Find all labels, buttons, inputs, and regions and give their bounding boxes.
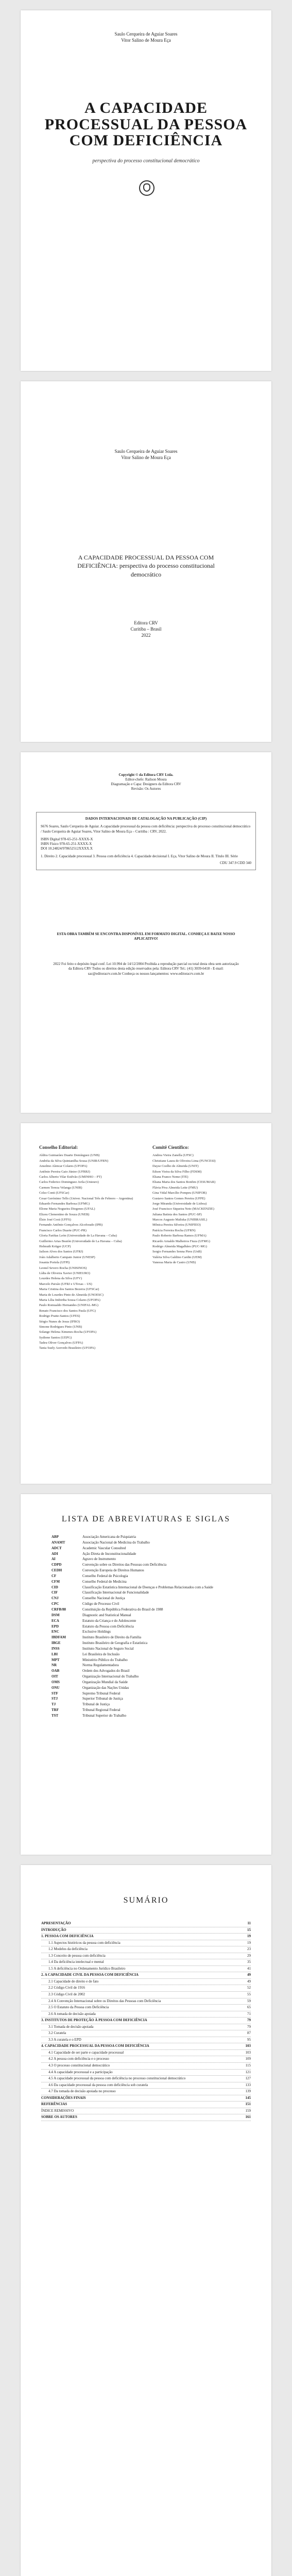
- summary-entry-title: ÍNDICE REMISSIVO: [41, 2108, 74, 2113]
- abbreviation-row: [51, 1685, 241, 1691]
- summary-entry-title: 4. CAPACIDADE PROCESSUAL DA PESSOA COM DEFICIÊNCIA: [41, 2044, 149, 2048]
- scientific-committee-member: Flávia Piva Almeida Leite (FMU): [152, 1185, 198, 1190]
- abbreviation-code: ECA: [51, 1618, 59, 1623]
- summary-entry-page: 59: [247, 1998, 251, 2003]
- abbreviation-meaning: Convenção Europeia de Direitos Humanos: [82, 1568, 144, 1573]
- summary-entry-title: 3.3 A curatela e o EPD: [48, 2037, 81, 2042]
- scientific-committee: [152, 1144, 255, 1266]
- summary-entry[interactable]: [41, 1934, 251, 1940]
- scientific-committee-member: Rodrigo Almeida Magalhães (PUC-MG): [152, 1245, 207, 1249]
- abbreviation-row: [51, 1534, 241, 1540]
- scientific-committee-member: Gustavo Santos Gomes Pereira (UFPE): [152, 1196, 205, 1200]
- summary-entry[interactable]: [41, 2082, 251, 2089]
- doi-line: DOI 10.24824/978652512XXXX.X: [41, 846, 93, 851]
- editorial-council-member: Paulo Romualdo Hernandes (UNIFAL-MG): [39, 1303, 98, 1308]
- editorial-council-member: Antônio Pereira Gaio Júnior (UFRRJ): [39, 1170, 90, 1174]
- scientific-committee-member: Vanessa Maria de Castro (UNB): [152, 1261, 196, 1265]
- summary-entry[interactable]: [41, 1979, 251, 1986]
- scientific-committee-member: Edson Vieira da Silva Filho (FDSM): [152, 1170, 202, 1174]
- scientific-committee-title: Comitê Científico:: [152, 1145, 189, 1150]
- editorial-council-member: Tadeu Oliver Gonçalves (UFPA): [39, 1341, 83, 1345]
- abbreviation-row: [51, 1629, 241, 1635]
- editorial-council-member: Carlos Alberto Vilar Estêvão (UMINHO – PT): [39, 1175, 102, 1179]
- editorial-council-member: Carlos Federico Dominguez Avila (Unieuro): [39, 1180, 99, 1184]
- abbreviation-row: [51, 1562, 241, 1568]
- editorial-council-member: Leonel Severo Rocha (UNISINOS): [39, 1266, 87, 1270]
- summary-entry-title: 1. PESSOA COM DEFICIÊNCIA: [41, 1934, 94, 1939]
- scientific-committee-member: Marcos Augusto Maliska (UNIBRASIL): [152, 1218, 207, 1222]
- summary-entry-page: 161: [245, 2115, 251, 2120]
- summary-entry-title: 4.3 O processo constitucional democrático: [48, 2063, 110, 2068]
- summary-entry-title: SOBRE OS AUTORES: [41, 2115, 77, 2120]
- abbreviation-code: AI: [51, 1557, 56, 1562]
- summary-entry[interactable]: [41, 2114, 251, 2121]
- summary-entry-page: 19: [247, 1934, 251, 1939]
- summary-entry-page: 79: [247, 2018, 251, 2023]
- summary-entry[interactable]: [41, 2070, 251, 2076]
- cover-page: [21, 10, 271, 371]
- scientific-committee-member: Mônica Pereira Silveira (UNIFIEO): [152, 1223, 201, 1227]
- scientific-committee-member: Sergio Fernandes Senna Pires (UnB): [152, 1250, 202, 1254]
- abbreviation-meaning: Instituto Nacional de Seguro Social: [82, 1646, 134, 1651]
- cip-text: S676 Soares, Saulo Cerqueira de Aguiar. A capacidade processual da pessoa com deficiência: perspectiva do processo constitucional democrático / Saulo Cerqueira de Aguiar Soares, Vitor Salino de Moura Eça – Curitiba : CRV, 2022.: [41, 824, 251, 834]
- title-page-place: Curitiba – Brasil: [130, 626, 162, 632]
- title-page-author-2: Vitor Salino de Moura Eça: [121, 455, 171, 461]
- summary-entry-title: 4.5 A capacidade processual da pessoa com deficiência no processo constitucional democrático: [48, 2076, 186, 2081]
- editorial-council-list: [39, 1153, 142, 1351]
- abbreviation-meaning: Ação Direta de Inconstitucionalidade: [82, 1551, 136, 1556]
- summary-entry[interactable]: [41, 2005, 251, 2011]
- abbreviation-code: CRFB/88: [51, 1607, 66, 1612]
- summary-entry[interactable]: [41, 2024, 251, 2031]
- summary-entry-title: 4.4 A capacidade processual e a participação: [48, 2070, 113, 2074]
- scientific-committee-member: Dayse Coelho de Almeida (UNIT): [152, 1164, 199, 1168]
- abbreviation-meaning: Tribunal Superior do Trabalho: [82, 1714, 127, 1718]
- credit-line-3: Revisão: Os Autores: [131, 787, 161, 791]
- abbreviation-row: [51, 1713, 241, 1719]
- scientific-committee-member: Andrea Vieira Zanella (UFSC): [152, 1154, 194, 1158]
- summary-entry[interactable]: [41, 1927, 251, 1934]
- abbreviation-row: [51, 1601, 241, 1607]
- scientific-committee-member: Paulo Roberto Barbosa Ramos (UFMA): [152, 1234, 207, 1238]
- abbreviation-row: [51, 1624, 241, 1630]
- abbreviation-meaning: Instituto Brasileiro de Direito da Família: [82, 1635, 142, 1640]
- summary-entry-title: 1.5 A deficiência no Ordenamento Jurídico Brasileiro: [48, 1966, 126, 1971]
- summary-entry[interactable]: [41, 2011, 251, 2018]
- scientific-committee-member: Eliana Franco Neme (ITE): [152, 1175, 188, 1179]
- title-page-author-1: Saulo Cerqueira de Aguiar Soares: [114, 449, 178, 454]
- summary-entry-title: 1.3 Conceito de pessoa com deficiência: [48, 1953, 106, 1958]
- summary-entry-title: 4.1 Capacidade de ser parte e capacidade processual: [48, 2050, 124, 2055]
- summary-entry-page: 109: [245, 2057, 251, 2061]
- abbreviation-meaning: Norma Regulamentadora: [82, 1663, 119, 1668]
- abbreviation-code: CIF: [51, 1590, 58, 1595]
- editorial-council-member: Eduardo Fernandes Barbosa (UFMG): [39, 1201, 90, 1206]
- summary-entry-page: 23: [247, 1947, 251, 1952]
- editorial-council-member: Elizeu Clementino de Souza (UNEB): [39, 1212, 90, 1216]
- abbreviation-row: [51, 1635, 241, 1640]
- summary-entry[interactable]: [41, 1972, 251, 1979]
- abbreviation-code: TJ: [51, 1702, 56, 1707]
- summary-entry[interactable]: [41, 1940, 251, 1947]
- credit-line-2: Diagramação e Capa: Designers da Editora CRV: [111, 782, 181, 787]
- summary-list: [41, 1921, 251, 2121]
- summary-entry-title: INTRODUÇÃO: [41, 1927, 66, 1932]
- cover-author-2: Vitor Salino de Moura Eça: [121, 38, 171, 43]
- abbreviation-row: [51, 1585, 241, 1590]
- summary-entry-title: 2.3 Código Civil de 2002: [48, 1992, 85, 1997]
- editorial-council-member: Marcelo Paixão (UFRJ e UTexas – US): [39, 1282, 92, 1286]
- summary-title: SUMÁRIO: [123, 1896, 169, 1905]
- summary-entry-page: 103: [245, 2050, 251, 2055]
- editorial-council-member: João Adalberto Campato Junior (UNESP): [39, 1255, 95, 1259]
- abbreviation-meaning: Tribunal de Justiça: [82, 1702, 110, 1707]
- abbreviation-row: [51, 1568, 241, 1573]
- summary-entry[interactable]: [41, 1946, 251, 1953]
- editorial-council-member: Gloria Fariñas León (Universidade de La Havana – Cuba): [39, 1234, 117, 1238]
- abbreviation-code: TST: [51, 1714, 59, 1718]
- abbreviation-code: CEDH: [51, 1568, 62, 1573]
- scientific-committee-member: Eliana Maria dos Santos Bonfim (CESUMAR): [152, 1180, 216, 1184]
- editorial-council-member: Andréia da Silva Quintanilha Sousa (UNIR/UFRN): [39, 1159, 109, 1163]
- summary-entry-title: 3. INSTITUTOS DE PROTEÇÃO À PESSOA COM DEFICIÊNCIA: [41, 2018, 147, 2023]
- index-line: 1. Direito 2. Capacidade processual 3. Pessoa com deficiência 4. Capacidade decisional I. Eça, Vitor Salino de Moura II. Título III. Série: [41, 854, 238, 858]
- abbreviation-code: CDPD: [51, 1563, 62, 1567]
- abbreviation-meaning: Supremo Tribunal Federal: [82, 1691, 121, 1696]
- abbreviation-row: [51, 1613, 241, 1618]
- summary-entry-page: 71: [247, 2011, 251, 2016]
- abbreviation-row: [51, 1579, 241, 1585]
- editorial-council-member: Guillermo Arias Beatón (Universidade de La Havana – Cuba): [39, 1239, 122, 1243]
- abbreviation-code: ABP: [51, 1535, 59, 1539]
- editorial-council-member: Solange Helena Ximenes-Rocha (UFOPA): [39, 1330, 97, 1334]
- summary-entry-title: 2.4 A Convenção Internacional sobre os Direitos das Pessoas com Deficiência: [48, 1998, 161, 2003]
- summary-entry-page: 41: [247, 1966, 251, 1971]
- summary-entry-page: 139: [245, 2089, 251, 2094]
- legal-deposit-text: 2022 Foi feito o depósito legal conf. Lei 10.994 de 14/12/2004 Proibida a reprodução parcial ou total desta obra sem autorização da Editora CRV Todos os direitos desta edição reservados pela: Editora CRV Tel.: (41) 3039-6418 - E-mail: sac@editoracrv.com.br Conheça os nossos lançamentos: www.editoracrv.com.br: [53, 962, 239, 976]
- abbreviation-code: IBGE: [51, 1641, 61, 1646]
- abbreviation-row: [51, 1590, 241, 1596]
- isbn-1: ISBN Digital 978-65-251-XXXX-X: [41, 837, 93, 841]
- abbreviation-code: TRF: [51, 1708, 59, 1713]
- title-page-imprint: [21, 620, 271, 638]
- abbreviation-row: [51, 1680, 241, 1685]
- abbreviation-code: STJ: [51, 1697, 58, 1701]
- editorial-council-member: Maria de Lourdes Pinto de Almeida (UNOESC): [39, 1293, 104, 1297]
- editorial-council-member: Sydione Santos (UEPG): [39, 1335, 72, 1340]
- abbreviation-code: CF: [51, 1573, 57, 1578]
- abbreviation-code: OAB: [51, 1669, 60, 1673]
- summary-entry[interactable]: [41, 1985, 251, 1992]
- scientific-committee-list: [152, 1153, 255, 1265]
- editorial-council-member: Elione Maria Nogueira Diogenes (UFAL): [39, 1207, 95, 1211]
- abbreviation-row: [51, 1691, 241, 1697]
- cover-authors: [21, 31, 271, 43]
- summary-entry-title: 2.1 Capacidade de direito e de fato: [48, 1979, 99, 1984]
- summary-entry-title: 2.2 Código Civil de 1916: [48, 1986, 85, 1990]
- editorial-council-member: Jailson Alves dos Santos (UFRJ): [39, 1250, 83, 1254]
- abbreviation-code: EPD: [51, 1624, 59, 1629]
- abbreviation-row: [51, 1640, 241, 1646]
- copyright-line: Copyright © da Editora CRV Ltda.: [118, 773, 174, 777]
- abbreviation-meaning: Convenção sobre os Direitos das Pessoas com Deficiência: [82, 1563, 167, 1567]
- summary-entry-page: 159: [245, 2108, 251, 2113]
- summary-entry-title: 4.7 Da tomada de decisão apoiada no processo: [48, 2089, 116, 2094]
- summary-entry[interactable]: [41, 2056, 251, 2063]
- title-page-publisher: Editora CRV: [134, 620, 158, 625]
- summary-entry-title: REFERÊNCIAS: [41, 2102, 67, 2107]
- summary-entry-page: 11: [247, 1921, 251, 1925]
- editorial-council-member: Celso Conti (UFSCar): [39, 1191, 70, 1195]
- summary-entry-title: APRESENTAÇÃO: [41, 1921, 71, 1925]
- editorial-council-member: Rodrigo Pratte-Santos (UFES): [39, 1314, 80, 1318]
- title-page-title: A CAPACIDADE PROCESSUAL DA PESSOA COM DEFICIÊNCIA: perspectiva do processo constitucional democrático: [77, 554, 215, 578]
- abbreviations-page: [21, 1494, 271, 1855]
- abbreviation-meaning: Classificação Estatística Internacional de Doenças e Problemas Relacionados com a Saúde: [82, 1585, 213, 1589]
- editorial-council-member: Carmen Tereza Velanga (UNIR): [39, 1185, 82, 1190]
- scientific-committee-member: Jorge Miranda (Universidade de Lisboa): [152, 1201, 207, 1206]
- abbreviation-row: [51, 1546, 241, 1551]
- abbreviation-code: INSS: [51, 1646, 60, 1651]
- editorial-council-member: Maria Lília Imbiriba Sousa Colares (UFOPA): [39, 1298, 100, 1302]
- summary-entry-title: 2.6 A tomada de decisão apoiada: [48, 2011, 96, 2016]
- editorial-council-member: Aldira Guimarães Duarte Domínguez (UNB): [39, 1154, 100, 1158]
- isbn-2: ISBN Físico 978-65-251-XXXX-X: [41, 841, 92, 846]
- summary-page: [21, 1865, 271, 2576]
- abbreviation-row: [51, 1607, 241, 1613]
- editorial-council-member: Francisco Carlos Duarte (PUC-PR): [39, 1228, 87, 1232]
- scientific-committee-member: José Francisco Siqueira Neto (MACKENZIE): [152, 1207, 214, 1211]
- publisher-logo-icon: [139, 180, 154, 196]
- summary-entry-title: 1.1 Aspectos históricos da pessoa com deficiência: [48, 1940, 121, 1945]
- cover-title: A CAPACIDADE PROCESSUAL DA PESSOA COM DEFICIÊNCIA: [44, 99, 248, 149]
- editorial-council-member: Lídia de Oliveira Xavier (UNIEURO): [39, 1271, 90, 1275]
- summary-entry-page: 79: [247, 2024, 251, 2029]
- summary-entry[interactable]: [41, 1953, 251, 1960]
- imprint-page: [21, 752, 271, 1113]
- abbreviation-meaning: Ministério Público do Trabalho: [82, 1657, 128, 1662]
- editorial-council-member: Anselmo Alencar Colares (UFOPA): [39, 1164, 88, 1168]
- abbreviation-row: [51, 1702, 241, 1707]
- abbreviation-code: DSM: [51, 1613, 60, 1617]
- editorial-council-title: Conselho Editorial:: [39, 1145, 78, 1150]
- summary-entry[interactable]: [41, 1959, 251, 1966]
- abbreviation-meaning: Instituto Brasileiro de Geografia e Estatística: [82, 1641, 148, 1646]
- scientific-committee-member: Juliana Batista dos Santos (PUC-SP): [152, 1212, 202, 1216]
- cover-author-1: Saulo Cerqueira de Aguiar Soares: [114, 31, 178, 37]
- cip-title: DADOS INTERNACIONAIS DE CATALOGAÇÃO NA PUBLICAÇÃO (CIP): [85, 817, 207, 821]
- summary-entry-title: 1.4 Da deficiência intelectual e mental: [48, 1960, 104, 1964]
- abbreviation-code: ADCT: [51, 1546, 62, 1550]
- summary-entry-page: 121: [245, 2070, 251, 2074]
- editorial-council-member: Simone Rodrigues Pinto (UNB): [39, 1325, 82, 1329]
- abbreviation-meaning: Diagnostic and Statistical Manual: [82, 1613, 131, 1617]
- summary-entry-page: 127: [245, 2076, 251, 2081]
- summary-entry[interactable]: [41, 2076, 251, 2082]
- abbreviation-row: [51, 1596, 241, 1601]
- summary-entry-page: 151: [245, 2102, 251, 2107]
- cover-subtitle: perspectiva do processo constitucional democrático: [92, 158, 200, 164]
- abbreviation-code: ONU: [51, 1685, 60, 1690]
- abbreviation-meaning: Superior Tribunal de Justiça: [82, 1697, 123, 1701]
- editorial-council: [39, 1144, 142, 1351]
- summary-entry-title: 3.1 Tomada de decisão apoiada: [48, 2024, 94, 2029]
- abbreviations-list: [51, 1534, 241, 1719]
- abbreviation-row: [51, 1540, 241, 1546]
- summary-entry-page: 19: [247, 1940, 251, 1945]
- summary-entry[interactable]: [41, 2063, 251, 2070]
- abbreviation-code: CNJ: [51, 1596, 59, 1601]
- abbreviation-meaning: Conselho Federal de Psicologia: [82, 1573, 128, 1578]
- abbreviation-code: IBDFAM: [51, 1635, 66, 1640]
- abbreviation-row: [51, 1696, 241, 1702]
- abbreviation-meaning: Academic Vascular Consulted: [82, 1546, 126, 1550]
- abbreviation-row: [51, 1618, 241, 1624]
- abbreviation-meaning: Lei Brasileira de Inclusão: [82, 1652, 120, 1656]
- editorial-council-member: Renato Francisco dos Santos Paula (UFG): [39, 1309, 96, 1313]
- abbreviation-code: LBI: [51, 1652, 58, 1656]
- summary-entry[interactable]: [41, 2018, 251, 2024]
- summary-entry-page: 49: [247, 1973, 251, 1977]
- title-page-authors: [21, 448, 271, 461]
- title-page: [21, 381, 271, 742]
- editorial-council-member: Sérgio Nunes de Jesus (IFRO): [39, 1319, 80, 1324]
- summary-entry[interactable]: [41, 2037, 251, 2044]
- summary-entry[interactable]: [41, 2050, 251, 2057]
- summary-entry-page: 103: [245, 2044, 251, 2048]
- summary-entry-page: 65: [247, 2005, 251, 2010]
- summary-entry-title: 4.6 Da capacidade processual da pessoa com deficiência sob curatela: [48, 2082, 148, 2087]
- summary-entry-title: CONSIDERAÇÕES FINAIS: [41, 2095, 86, 2100]
- summary-entry-title: 4.2 A pessoa com deficiência e o processo: [48, 2057, 109, 2061]
- scientific-committee-member: Ricardo Arnaldo Malheiros Fiuza (UFMG): [152, 1239, 210, 1243]
- summary-entry-page: 55: [247, 1992, 251, 1997]
- summary-entry-page: 49: [247, 1979, 251, 1984]
- abbreviation-meaning: Ordem dos Advogados do Brasil: [82, 1669, 130, 1673]
- summary-entry[interactable]: [41, 2102, 251, 2108]
- abbreviation-meaning: Associação Nacional de Medicina do Trabalho: [82, 1540, 150, 1545]
- editorial-council-member: Helmuth Krüger (UCP): [39, 1245, 71, 1249]
- abbreviation-row: [51, 1646, 241, 1652]
- summary-entry[interactable]: [41, 2108, 251, 2115]
- summary-entry[interactable]: [41, 1966, 251, 1973]
- summary-entry-title: 2. A CAPACIDADE CIVIL DA PESSOA COM DEFICIÊNCIA: [41, 1973, 139, 1977]
- abbreviation-meaning: Organização Internacional do Trabalho: [82, 1674, 139, 1679]
- scientific-committee-member: Valéria Silva Galdino Cardin (UEM): [152, 1255, 202, 1259]
- abbreviation-code: NR: [51, 1663, 57, 1668]
- abbreviation-code: OMS: [51, 1680, 60, 1684]
- summary-entry-title: 2.5 O Estatuto da Pessoa com Deficiência: [48, 2005, 109, 2010]
- abbreviation-meaning: Classificação Internacional de Funcionalidade: [82, 1590, 149, 1595]
- summary-entry-page: 133: [245, 2082, 251, 2087]
- abbreviation-meaning: Conselho Federal de Medicina: [82, 1579, 127, 1584]
- abbreviation-meaning: Agravo de Instrumento: [82, 1557, 116, 1562]
- abbreviation-row: [51, 1556, 241, 1562]
- summary-entry-page: 15: [247, 1927, 251, 1932]
- scientific-committee-member: Christiane Laura de Oliveira Lima (FUNCESI): [152, 1159, 216, 1163]
- summary-entry[interactable]: [41, 2043, 251, 2050]
- abbreviation-code: STF: [51, 1691, 58, 1696]
- abbreviation-code: CPC: [51, 1602, 59, 1606]
- abbreviation-meaning: Organização Mundial da Saúde: [82, 1680, 128, 1684]
- digital-format-note: ESTA OBRA TAMBÉM SE ENCONTRA DISPONÍVEL EM FORMATO DIGITAL. CONHEÇA E BAIXE NOSSO APLICATIVO!: [57, 932, 235, 941]
- abbreviation-row: [51, 1663, 241, 1668]
- credit-line-1: Editor-chefe: Railson Moura: [125, 777, 167, 782]
- summary-entry-title: 3.2 Curatela: [48, 2031, 66, 2036]
- scientific-committee-member: Gina Vidal Marcílio Pompeu (UNIFOR): [152, 1191, 207, 1195]
- cip-footer: CDU 347.9 CDD 340: [219, 861, 251, 866]
- abbreviations-title: LISTA DE ABREVIATURAS E SIGLAS: [61, 1515, 231, 1523]
- abbreviation-code: OIT: [51, 1674, 58, 1679]
- editorial-council-member: Fernando Antônio Gonçalves Alcoforado (IPB): [39, 1223, 103, 1227]
- abbreviation-code: CFM: [51, 1579, 60, 1584]
- abbreviation-meaning: Organização das Nações Unidas: [82, 1685, 129, 1690]
- summary-entry-page: 52: [247, 1986, 251, 1990]
- summary-entry-page: 29: [247, 1953, 251, 1958]
- abbreviation-meaning: Constituição da República Federativa do Brasil de 1988: [82, 1607, 163, 1612]
- abbreviation-row: [51, 1668, 241, 1674]
- abbreviation-row: [51, 1674, 241, 1680]
- abbreviation-code: ANAMT: [51, 1540, 65, 1545]
- editorial-council-member: Josania Portela (UFPI): [39, 1261, 70, 1265]
- summary-entry-page: 87: [247, 2031, 251, 2036]
- summary-entry[interactable]: [41, 2030, 251, 2037]
- editorial-council-member: Maria Cristina dos Santos Bezerra (UFSCar): [39, 1287, 99, 1292]
- abbreviation-code: MPT: [51, 1657, 60, 1662]
- abbreviation-row: [51, 1652, 241, 1657]
- abbreviation-row: [51, 1551, 241, 1557]
- summary-entry-title: 1.2 Modelos da deficiência: [48, 1947, 88, 1952]
- editorial-council-member: Tania Suely Azevedo Brasileiro (UFOPA): [39, 1346, 96, 1350]
- abbreviation-meaning: Exclusive Holdings: [82, 1630, 111, 1634]
- abbreviation-code: CID: [51, 1585, 58, 1589]
- summary-entry-page: 145: [245, 2095, 251, 2100]
- abbreviation-meaning: Estatuto da Criança e do Adolescente: [82, 1618, 136, 1623]
- summary-entry[interactable]: [41, 1992, 251, 1998]
- abbreviation-code: ADI: [51, 1551, 58, 1556]
- summary-entry-page: 95: [247, 2037, 251, 2042]
- editorial-council-member: Cesar Gerónimo Tello (Univer. Nacional Três de Febrero – Argentina): [39, 1196, 133, 1200]
- summary-entry[interactable]: [41, 1998, 251, 2005]
- councils-page: [21, 1123, 271, 1484]
- editorial-council-member: Élsio José Corá (UFFS): [39, 1218, 71, 1222]
- abbreviation-meaning: Tribunal Regional Federal: [82, 1708, 121, 1713]
- imprint-credits: [21, 773, 271, 791]
- abbreviation-meaning: Código de Processo Civil: [82, 1602, 119, 1606]
- abbreviation-code: ENC: [51, 1630, 59, 1634]
- summary-entry[interactable]: [41, 1921, 251, 1927]
- summary-entry[interactable]: [41, 2089, 251, 2095]
- abbreviation-meaning: Associação Americana de Psiquiatria: [82, 1535, 136, 1539]
- scientific-committee-member: Patrícia Ferreira Rocha (UFRN): [152, 1228, 196, 1232]
- summary-entry-page: 115: [245, 2063, 251, 2068]
- cip-box: [36, 812, 256, 870]
- summary-entry[interactable]: [41, 2095, 251, 2102]
- abbreviation-row: [51, 1707, 241, 1713]
- title-page-year: 2022: [141, 633, 151, 638]
- summary-entry-page: 35: [247, 1960, 251, 1964]
- editorial-council-member: Lourdes Helena da Silva (UFV): [39, 1277, 82, 1281]
- abbreviation-row: [51, 1573, 241, 1579]
- abbreviation-row: [51, 1657, 241, 1663]
- abbreviation-meaning: Estatuto da Pessoa com Deficiência: [82, 1624, 134, 1629]
- abbreviation-meaning: Conselho Nacional de Justiça: [82, 1596, 125, 1601]
